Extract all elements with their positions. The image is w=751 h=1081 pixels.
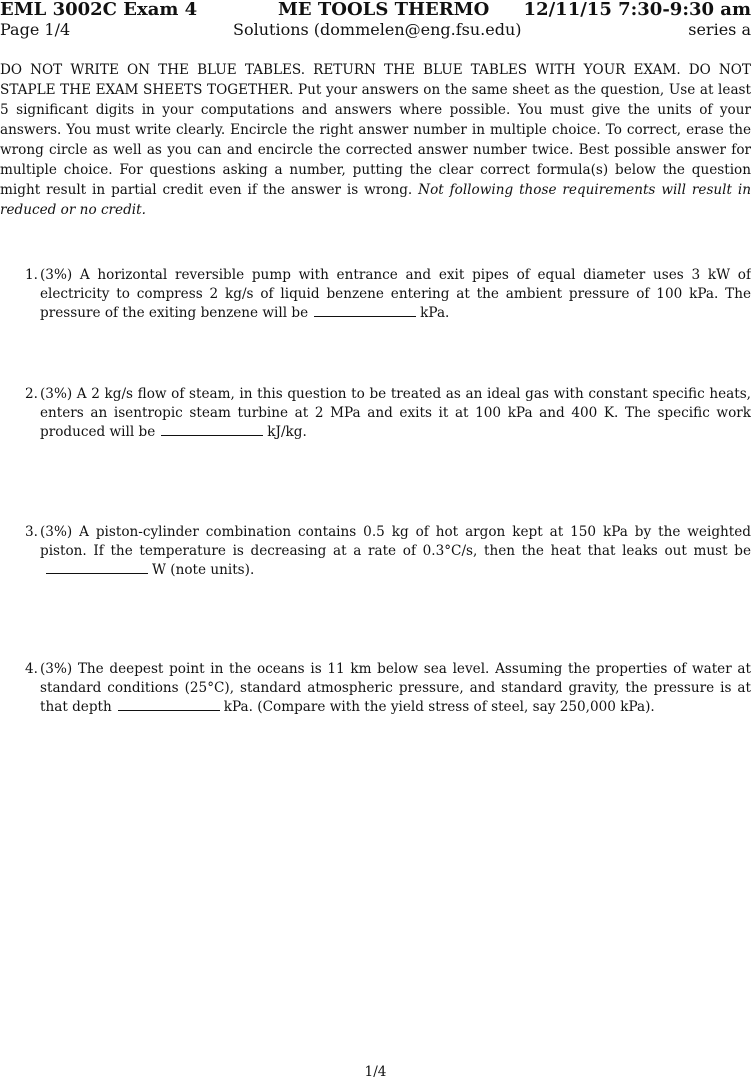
exam-datetime: 12/11/15 7:30-9:30 am [523,0,751,20]
answer-units: W (note units). [152,562,255,579]
page-footer [0,1063,751,1081]
course-title: EML 3002C Exam 4 [0,0,198,20]
question-3 [20,523,751,581]
question-text: (3%) The deepest point in the oceans is 11 km below sea level. Assuming the properties of water at standard conditions (25°C), standard atmospheric pressure, and standard gravity, the pressure is at that depth [40,661,751,716]
exam-subject-title: ME TOOLS THERMO [278,0,490,20]
instructions-text: DO NOT WRITE ON THE BLUE TABLES. RETURN THE BLUE TABLES WITH YOUR EXAM. DO NOT STAPLE THE EXAM SHEETS TOGETHER. Put your answers on the same sheet as the question, Use at least 5 significant digits in your computations and answers where possible. You must give the units of your answers. You must write clearly. Encircle the right answer number in multiple choice. To correct, erase the wrong circle as well as you can and encircle the corrected answer number twice. Best possible answer for multiple choice. For questions asking a number, putting the clear correct formula(s) below the question might result in partial credit even if the answer is wrong. [0,62,751,198]
answer-blank[interactable] [46,561,148,574]
question-number: 1. [25,267,38,283]
question-body [40,523,751,581]
answer-blank[interactable] [314,304,416,317]
answer-units: kPa. [420,305,450,322]
question-number: 4. [25,661,38,677]
instructions-warning: Not following those requirements will result in reduced or no credit. [0,182,751,218]
question-2 [20,385,751,443]
question-text: (3%) A horizontal reversible pump with entrance and exit pipes of equal diameter uses 3 kW of electricity to compress 2 kg/s of liquid benzene entering at the ambient pressure of 100 kPa. The pressure of the exiting benzene will be [40,267,751,322]
answer-units: kPa. (Compare with the yield stress of steel, say 250,000 kPa). [223,699,655,716]
footer-page-number: 1/4 [364,1064,387,1080]
answer-blank[interactable] [161,423,263,436]
exam-series: series a [688,20,751,39]
instructions-paragraph [0,60,751,220]
question-1 [20,266,751,324]
question-number: 2. [25,386,38,402]
question-text: (3%) A piston-cylinder combination contains 0.5 kg of hot argon kept at 150 kPa by the weighted piston. If the temperature is decreasing at a rate of 0.3°C/s, then the heat that leaks out must be [40,524,751,560]
question-4 [20,660,751,718]
question-text: (3%) A 2 kg/s flow of steam, in this question to be treated as an ideal gas with constant specific heats, enters an isentropic steam turbine at 2 MPa and exits it at 100 kPa and 400 K. The specific work produced will be [40,386,751,441]
question-body [40,385,751,443]
answer-units: kJ/kg. [267,424,307,441]
question-body [40,266,751,324]
page-indicator: Page 1/4 [0,20,71,39]
answer-blank[interactable] [118,698,220,711]
question-number: 3. [25,524,38,540]
solutions-contact: Solutions (dommelen@eng.fsu.edu) [233,20,522,39]
header-top-row [0,0,751,22]
question-body [40,660,751,718]
header-bottom-row [0,20,751,42]
